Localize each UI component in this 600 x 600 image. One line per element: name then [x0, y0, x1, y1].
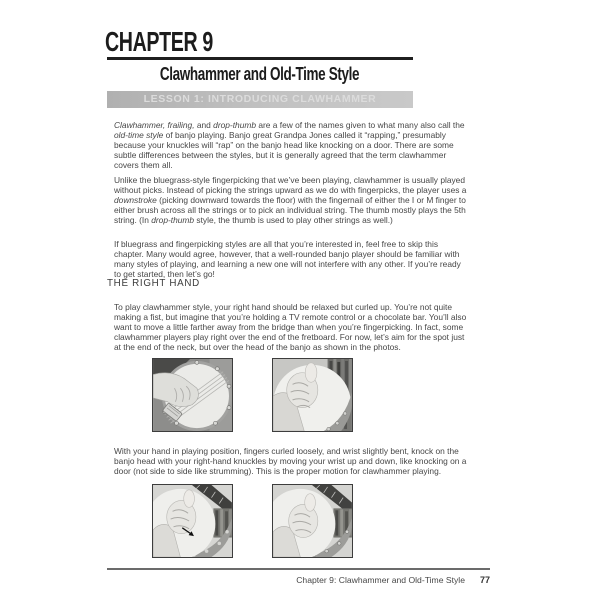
- chapter-number-text: CHAPTER 9: [105, 26, 213, 57]
- knocking-paragraph: With your hand in playing position, fingers curled loosely, and wrist slightly bent, knock on the banjo head with your right-hand knuckles by moving your wrist up and down, like knocking on a door (not side to side like strumming). This is the proper motion for clawhammer playing.: [114, 446, 467, 477]
- technique-italic-dropthumb: drop-thumb: [151, 215, 195, 226]
- photo-knock-motion-contact-image: [273, 485, 352, 557]
- photo-knock-motion-contact: [272, 484, 353, 558]
- photo-knock-motion-arrow-image: [153, 485, 232, 557]
- intro-paragraph: Clawhammer, frailing, and drop-thumb are a few of the names given to what many also call the old-time style of banjo playing. Banjo great Grandpa Jones called it “rapping,” presumably because your knuckles will “rap” on the banjo head like knocking on a door. There are some subtle differences between the styles, but it is generally agreed that the term clawhammer covers them all.: [114, 120, 465, 171]
- photo-closeup-hand-position-image: [273, 359, 352, 431]
- skip-chapter-paragraph: If bluegrass and fingerpicking styles are all that you’re interested in, feel free to skip this chapter. Many would agree, however, that a well-rounded banjo player should be familiar with many styles of playing, and learning a new one will not interfere with any other. If you’re ready to get started, then let’s go!: [114, 239, 461, 280]
- right-hand-paragraph: To play clawhammer style, your right hand should be relaxed but curled up. You’re not quite making a fist, but imagine that you’re holding a TV remote control or a chocolate bar. You’ll also want to move a little farther away from the bridge than when you’re fingerpicking. In fact, some clawhammer players play right over the end of the fretboard. For now, let’s aim for the spot just at the end of the neck, but over the head of the banjo as shown in the photos.: [114, 302, 467, 353]
- footer-rule: [107, 568, 490, 570]
- page-footer: [107, 575, 490, 585]
- lesson-banner: LESSON 1: INTRODUCING CLAWHAMMER: [107, 91, 413, 108]
- intro-italic-dropthumb: drop-thumb: [213, 120, 256, 131]
- photo-overhead-hand-position-image: [153, 359, 232, 431]
- photo-knock-motion-arrow: [152, 484, 233, 558]
- footer-chapter-label: Chapter 9: Clawhammer and Old-Time Style: [296, 575, 465, 585]
- photo-overhead-hand-position: [152, 358, 233, 432]
- footer-page-number: 77: [479, 575, 490, 585]
- technique-paragraph: Unlike the bluegrass-style fingerpicking that we’ve been playing, clawhammer is usually played without picks. Instead of picking the strings upward as we do with fingerpicks, the player uses a downstroke (picking downward towards the floor) with the fingernail of either the I or M finger to either brush across all the strings or to pick an individual string. The thumb mostly plays the 5th string. (In drop-thumb style, the thumb is used to play other strings as well.): [114, 175, 467, 226]
- title-rule: [107, 57, 413, 60]
- intro-italic-terms: Clawhammer, frailing,: [114, 120, 197, 131]
- technique-italic-downstroke: downstroke: [114, 195, 157, 206]
- section-heading-right-hand: THE RIGHT HAND: [107, 278, 200, 289]
- chapter-title: [107, 61, 413, 87]
- intro-italic-oldtime: old-time style: [114, 130, 164, 141]
- chapter-number: [105, 27, 259, 57]
- chapter-title-text: Clawhammer and Old-Time Style: [160, 63, 360, 84]
- photo-closeup-hand-position: [272, 358, 353, 432]
